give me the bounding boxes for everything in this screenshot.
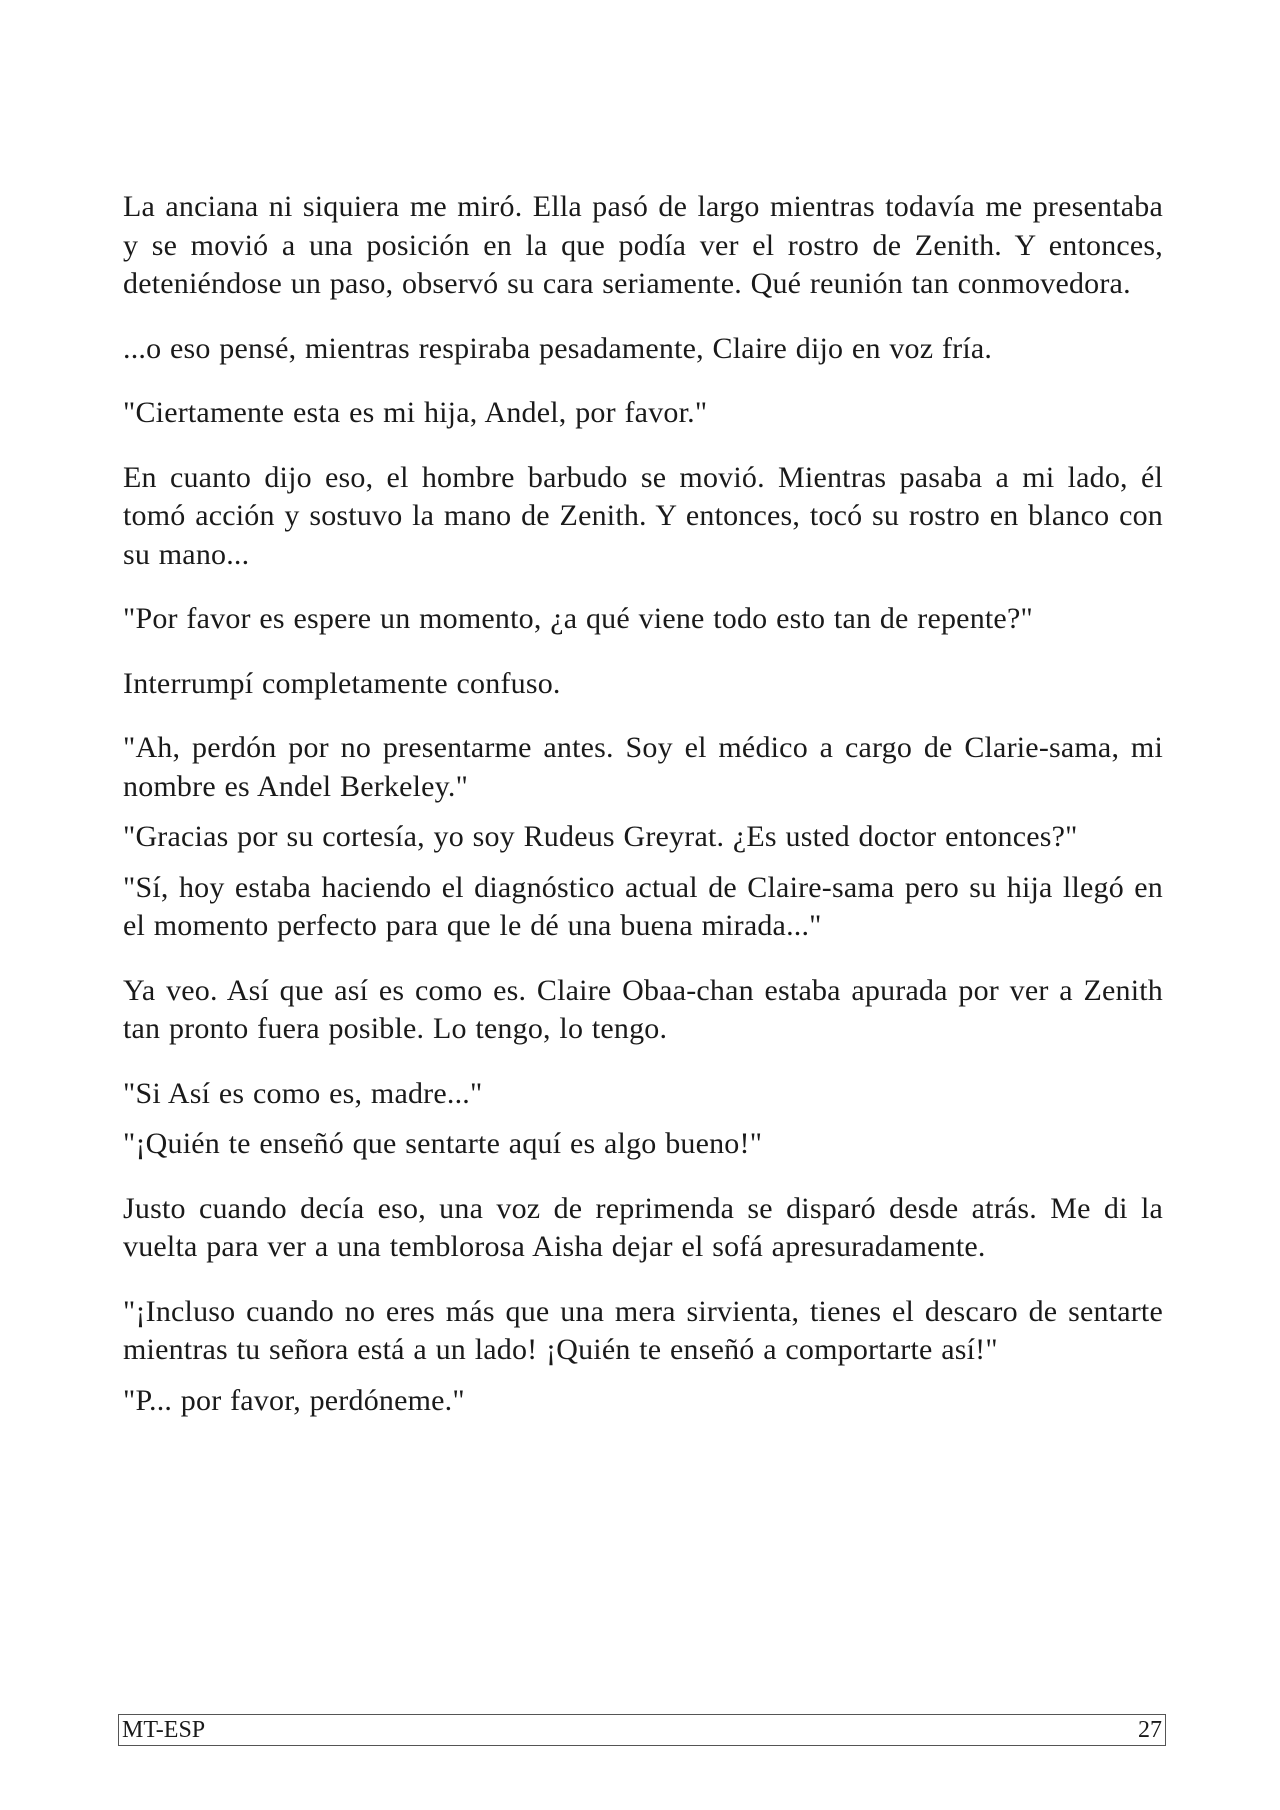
paragraph-2: ...o eso pensé, mientras respiraba pesadamente, Claire dijo en voz fría. xyxy=(123,331,993,365)
paragraph-9: "Sí, hoy estaba haciendo el diagnóstico actual de Claire-sama pero su hija llegó en el momento perfecto para que le dé una buena mirada..." xyxy=(123,870,1163,942)
paragraph-12: "¡Quién te enseñó que sentarte aquí es algo bueno!" xyxy=(123,1127,763,1160)
paragraph-6: Interrumpí completamente confuso. xyxy=(123,666,561,700)
paragraph-7: "Ah, perdón por no presentarme antes. Soy el médico a cargo de Clarie-sama, mi nombre es Andel Berkeley." xyxy=(123,731,1163,803)
paragraph-14: "¡Incluso cuando no eres más que una mera sirvienta, tienes el descaro de sentarte mientras tu señora está a un lado! ¡Quién te enseñó a comportarte así!" xyxy=(123,1294,1163,1366)
paragraph-10: Ya veo. Así que así es como es. Claire Obaa-chan estaba apurada por ver a Zenith tan pronto fuera posible. Lo tengo, lo tengo. xyxy=(123,973,1163,1045)
paragraph-11: "Si Así es como es, madre..." xyxy=(123,1076,483,1110)
footer-label: MT-ESP xyxy=(122,1717,206,1743)
page-body xyxy=(123,188,1163,1446)
paragraph-8: "Gracias por su cortesía, yo soy Rudeus Greyrat. ¿Es usted doctor entonces?" xyxy=(123,820,1078,853)
paragraph-3: "Ciertamente esta es mi hija, Andel, por favor." xyxy=(123,396,708,429)
paragraph-1: La anciana ni siquiera me miró. Ella pasó de largo mientras todavía me presentaba y se movió a una posición en la que podía ver el rostro de Zenith. Y entonces, deteniéndose un paso, observó su cara seriamente. Qué reunión tan conmovedora. xyxy=(123,190,1163,300)
paragraph-15: "P... por favor, perdóneme." xyxy=(123,1383,465,1417)
page-footer xyxy=(118,1714,1166,1746)
paragraph-4: En cuanto dijo eso, el hombre barbudo se movió. Mientras pasaba a mi lado, él tomó acción y sostuvo la mano de Zenith. Y entonces, tocó su rostro en blanco con su mano... xyxy=(123,460,1163,571)
paragraph-5: "Por favor es espere un momento, ¿a qué viene todo esto tan de repente?" xyxy=(123,602,1033,635)
page-number: 27 xyxy=(1138,1717,1162,1743)
paragraph-13: Justo cuando decía eso, una voz de reprimenda se disparó desde atrás. Me di la vuelta para ver a una temblorosa Aisha dejar el sofá apresuradamente. xyxy=(123,1191,1163,1263)
